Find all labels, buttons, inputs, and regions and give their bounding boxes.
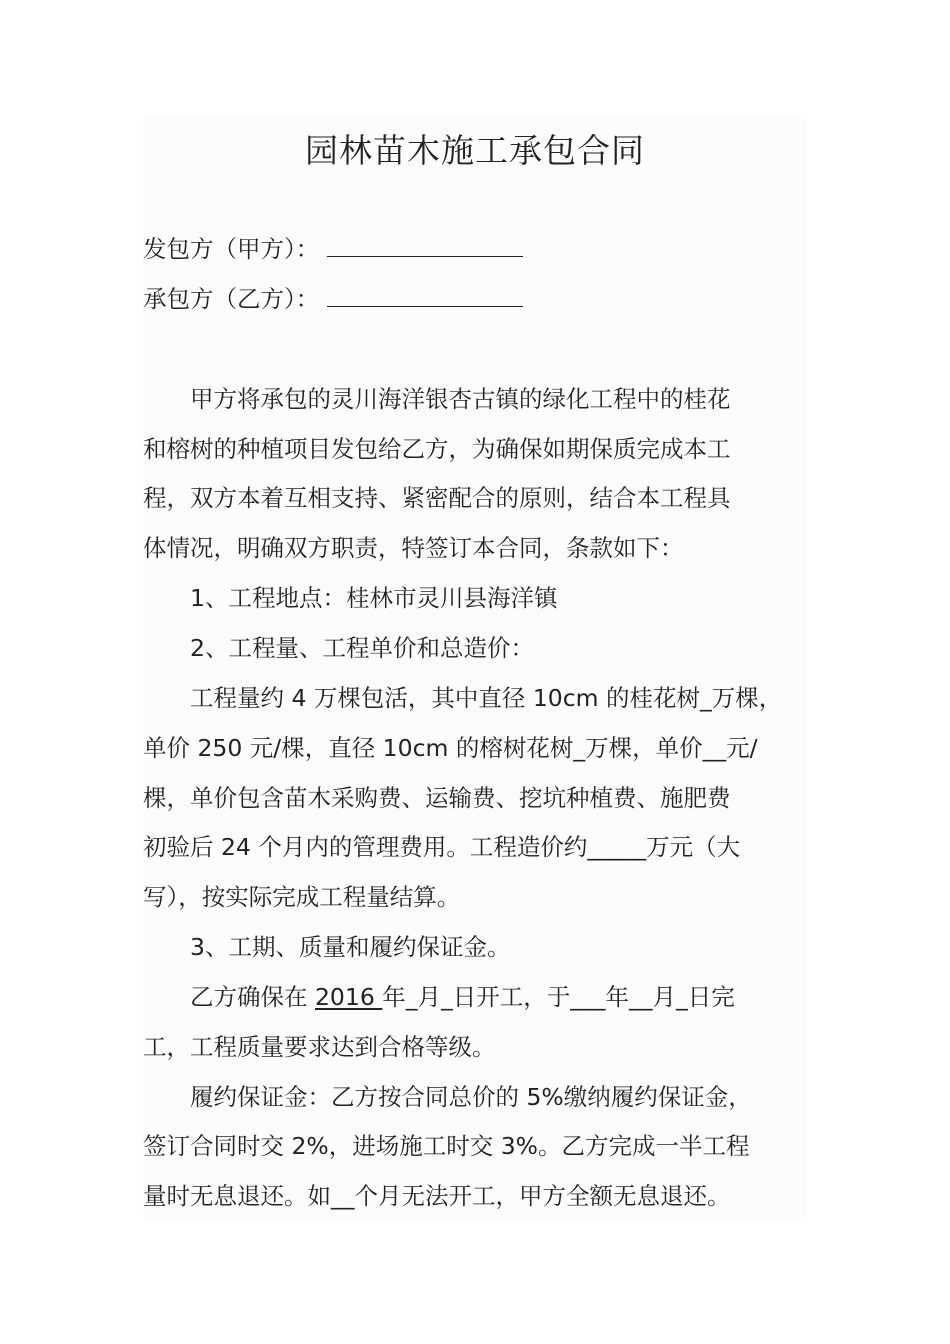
start-year: 2016 (314, 983, 383, 1011)
start-date-suffix: 年_月_日开工，于___年__月_日完 (382, 983, 735, 1011)
body-line: 甲方将承包的灵川海洋银杏古镇的绿化工程中的桂花 (143, 385, 731, 413)
body-line: 工，工程质量要求达到合格等级。 (143, 1033, 496, 1061)
body-line: 初验后 24 个月内的管理费用。工程造价约_____万元（大 (143, 833, 741, 861)
party-a-blank (327, 236, 523, 257)
clause-deposit: 履约保证金：乙方按合同总价的 5%缴纳履约保证金， (143, 1083, 752, 1111)
body-line: 量时无息退还。如__个月无法开工，甲方全额无息退还。 (143, 1182, 731, 1210)
body-line: 和榕树的种植项目发包给乙方，为确保如期保质完成本工 (143, 435, 731, 463)
body-line: 工程量约 4 万棵包活，其中直径 10cm 的桂花树_万棵， (143, 684, 783, 712)
party-b-blank (327, 286, 523, 307)
body-line: 签订合同时交 2%，进场施工时交 3%。乙方完成一半工程 (143, 1132, 750, 1160)
party-b-label: 承包方（乙方）： (143, 285, 320, 313)
body-line: 写），按实际完成工程量结算。 (143, 883, 461, 911)
body-line: 体情况，明确双方职责，特签订本合同，条款如下： (143, 534, 684, 562)
party-a-label: 发包方（甲方）： (143, 235, 320, 263)
body-line: 棵，单价包含苗木采购费、运输费、挖坑种植费、施肥费 (143, 784, 731, 812)
clause-location: 1、工程地点：桂林市灵川县海洋镇 (143, 584, 558, 612)
document-title: 园林苗木施工承包合同 (305, 131, 645, 170)
party-a-line (143, 234, 523, 264)
clause-schedule-heading: 3、工期、质量和履约保证金。 (143, 933, 511, 961)
party-b-line (143, 284, 523, 314)
start-date-prefix: 乙方确保在 (143, 983, 315, 1011)
body-line: 程，双方本着互相支持、紧密配合的原则，结合本工程具 (143, 484, 731, 512)
body-line: 单价 250 元/棵，直径 10cm 的榕树花树_万棵，单价__元/ (143, 734, 758, 762)
start-date-line (143, 982, 813, 1012)
clause-quantity-heading: 2、工程量、工程单价和总造价： (143, 634, 534, 662)
